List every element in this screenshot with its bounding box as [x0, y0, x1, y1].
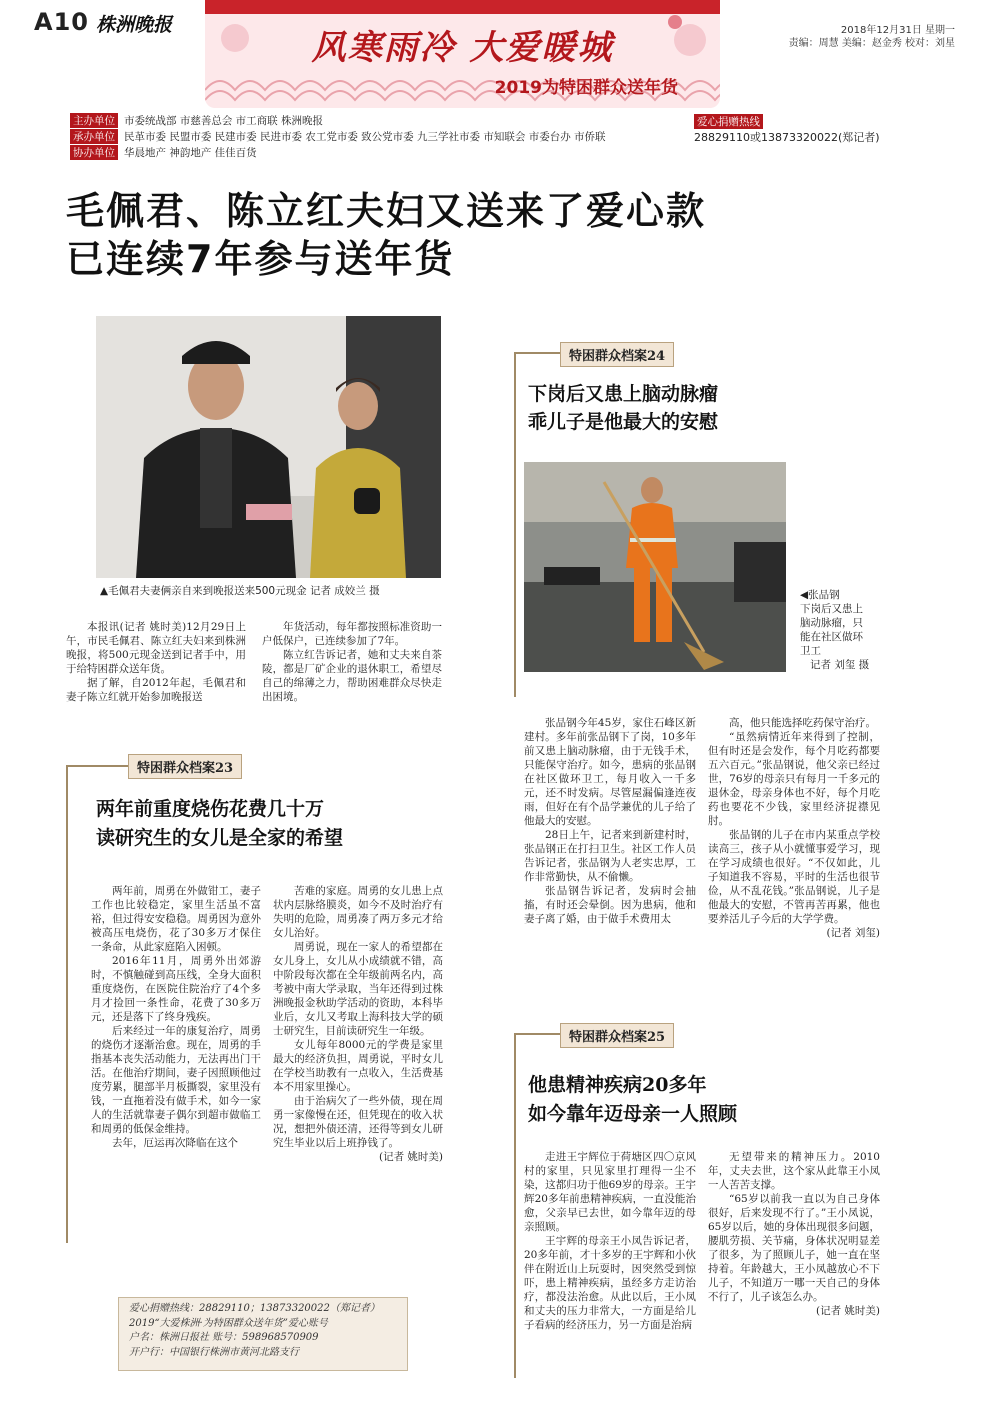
case23-title-line-2: 读研究生的女儿是全家的希望: [96, 827, 344, 849]
lead-article-col-2: [262, 620, 442, 704]
sponsor-row-organizer: [70, 129, 606, 144]
editor-credits: 责编：周慧 美编：赵金秀 校对：刘星: [788, 38, 955, 49]
case24-photo-image: [524, 462, 786, 672]
paragraph: 走进王宇辉位于荷塘区四〇京风村的家里，只见家里打理得一尘不染，这都归功于他69岁的母亲。王宇辉20多年前患精神疾病，一直没能治愈，父亲早已去世，如今靠年迈的母亲照顾。: [524, 1151, 696, 1233]
paragraph: 高，他只能选择吃药保守治疗。: [729, 717, 876, 729]
case25-title-line-2: 如今靠年迈母亲一人照顾: [528, 1103, 738, 1125]
sponsor-row-co-organizer: [70, 145, 257, 160]
paragraph: “虽然病情近年来得到了控制，但有时还是会发作，每个月吃药都要五六百元。”张品钢说，他父亲已经过世，76岁的母亲只有每月一千多元的退休金，母亲身体也不好，每个月吃药也要花不少钱，家里经济捉襟见肘。: [708, 731, 880, 827]
paragraph: 张品钢的儿子在市内某重点学校读高三，孩子从小就懂事爱学习，现在学习成绩也很好。“不仅如此，儿子知道我不容易，平时的生活也很节俭，从不乱花钱。”张品钢说，儿子是他最大的安慰，不管再苦再累，他也要养活儿子今后的大学学费。: [708, 829, 880, 925]
caption-line: ◀张品钢: [800, 589, 840, 601]
caption-line: 脑动脉瘤，只: [800, 617, 863, 629]
banner-title: 风寒雨冷 大爱暖城: [311, 28, 614, 68]
case24-tag: 特困群众档案24: [560, 342, 674, 367]
case25-frame-left: [514, 1033, 516, 1378]
sponsor-label: 协办单位: [70, 145, 118, 160]
headline-line-1: 毛佩君、陈立红夫妇又送来了爱心款: [66, 189, 707, 233]
paragraph: 女儿每年8000元的学费是家里最大的经济负担，周勇说，平时女儿在学校当助教有一点收入，生活费基本不用家里操心。: [273, 1039, 443, 1093]
caption-line: 能在社区做环: [800, 631, 863, 643]
case25-col-2: [708, 1150, 880, 1318]
donation-line: 开户行：中国银行株洲市黄河北路支行: [129, 1346, 299, 1358]
case24-col-1: [524, 716, 696, 926]
banner-subtitle: 2019为特困群众送年货: [494, 78, 678, 98]
paragraph: 张品钢告诉记者，发病时会抽搐，有时还会晕倒。因为患病，他和妻子离了婚，由于做手术费用太: [524, 885, 696, 925]
sponsor-text: 民革市委 民盟市委 民建市委 民进市委 农工党市委 致公党市委 九三学社市委 市知联会 市委台办 市侨联: [124, 131, 606, 143]
case23-tag: 特困群众档案23: [128, 754, 242, 779]
caption-line: 下岗后又患上: [800, 603, 863, 615]
paragraph: 由于治病欠了一些外债，现在周勇一家像慢在还，但凭现在的收入状况，想把外债还清，还得等到女儿研究生毕业以后上班挣钱了。: [273, 1095, 443, 1149]
paragraph: 两年前，周勇在外做钳工，妻子工作也比较稳定，家里生活虽不富裕，但过得安安稳稳。周勇因为意外被高压电烧伤，花了30多万才保住一条命，从此家庭陷入困顿。: [91, 885, 261, 953]
case25-col-1: [524, 1150, 696, 1332]
sponsor-text: 华晨地产 神韵地产 佳佳百货: [124, 147, 257, 159]
paragraph: 苦难的家庭。周勇的女儿患上点状内层脉络膜炎，如今不及时治疗有失明的危险，周勇凑了两万多元才给女儿治好。: [273, 885, 443, 939]
case24-frame-left: [514, 352, 516, 697]
sponsor-label: 承办单位: [70, 129, 118, 144]
paragraph: “65岁以前我一直以为自己身体很好，后来发现不行了。”王小凤说，65岁以后，她的身体出现很多问题，腰肌劳损、关节痛，身体状况明显差了很多，为了照顾儿子，她一直在坚持着。年龄越大，王小凤越放心不下儿子，不知道万一哪一天自己的身体不行了，儿子该怎么办。: [708, 1193, 880, 1303]
sponsor-text: 市委统战部 市慈善总会 市工商联 株洲晚报: [124, 115, 324, 127]
issue-date: 2018年12月31日 星期一: [840, 25, 955, 36]
lead-article-col-1: [66, 620, 246, 704]
paragraph: 陈立红告诉记者，她和丈夫来自茶陵，都是厂矿企业的退休职工，希望尽自己的绵薄之力，帮助困难群众尽快走出困境。: [262, 649, 442, 703]
sponsor-label: 主办单位: [70, 113, 118, 128]
case23-byline: (记者 姚时美): [378, 1151, 443, 1163]
case23-col-2: [273, 884, 443, 1164]
headline-line-2: 已连续7年参与送年货: [66, 237, 455, 281]
case24-title-line-2: 乖儿子是他最大的安慰: [528, 411, 719, 433]
hotline-numbers: 28829110或13873320022(郑记者): [694, 131, 880, 144]
case24-title-line-1: 下岗后又患上脑动脉瘤: [528, 383, 719, 405]
lead-photo-image: [96, 316, 441, 578]
caption-line: 记者 刘玺 摄: [810, 659, 870, 671]
donation-line: 户名：株洲日报社 账号：598968570909: [129, 1332, 319, 1343]
case24-col-2: [708, 716, 880, 940]
donation-info-box: [118, 1297, 408, 1371]
donation-line: 爱心捐赠热线：28829110；13873320022（郑记者）: [129, 1303, 380, 1314]
paragraph: 王宇辉的母亲王小凤告诉记者，20多年前，才十多岁的王宇辉和小伙伴在附近山上玩耍时，因突然受到惊吓，患上精神疾病，虽经多方走访治疗，都没法治愈。从此以后，王小凤和丈夫的压力非常大，一方面是给儿子看病的经济压力，另一方面是治病: [524, 1235, 696, 1331]
case25-title-line-1: 他患精神疾病20多年: [528, 1074, 707, 1096]
case24-frame-top: [514, 352, 564, 354]
case24-byline: (记者 刘玺): [826, 927, 880, 939]
hotline-label: 爱心捐赠热线: [694, 114, 769, 129]
case23-frame-top: [66, 765, 128, 767]
banner: [205, 0, 720, 108]
page-number: A10: [34, 8, 89, 36]
case25-frame-top: [514, 1033, 564, 1035]
lead-photo: [96, 316, 441, 578]
caption-line: 卫工: [800, 645, 821, 657]
paragraph: 2016年11月，周勇外出郊游时，不慎触碰到高压线，全身大面积重度烧伤，在医院住院治疗了4个多月才捡回一条性命，花费了30多万元，还是落下了终身残疾。: [91, 955, 261, 1023]
paragraph: 去年，厄运再次降临在这个: [112, 1137, 238, 1149]
case25-byline: (记者 姚时美): [815, 1305, 880, 1317]
case25-tag: 特困群众档案25: [560, 1023, 674, 1048]
issue-meta: [789, 24, 955, 50]
paragraph: 本报讯(记者 姚时美)12月29日上午，市民毛佩君、陈立红夫妇来到株洲晚报，将500元现金送到记者手中，用于给特困群众送年货。: [66, 621, 246, 675]
sponsor-row-host: [70, 113, 323, 128]
case23-col-1: [91, 884, 261, 1150]
donation-line: 2019“大爱株洲·为特困群众送年货”爱心账号: [129, 1317, 328, 1329]
paragraph: 无望带来的精神压力。2010年，丈夫去世，这个家从此靠王小凤一人苦苦支撑。: [708, 1151, 880, 1191]
paragraph: 年货活动，每年都按照标准资助一户低保户，已连续参加了7年。: [262, 621, 442, 647]
case24-photo: [524, 462, 786, 672]
case23-frame-left: [66, 765, 68, 1243]
paragraph: 张品钢今年45岁，家住石峰区新建村。多年前张品钢下了岗，10多年前又患上脑动脉瘤，由于无钱手术，只能保守治疗。如今，患病的张品钢在社区做环卫工，每月收入一千多元，还不时发病。尽管屋漏偏逢连夜雨，但好在有个品学兼优的儿子给了他最大的安慰。: [524, 717, 696, 827]
lead-photo-caption: ▲毛佩君夫妻俩亲自来到晚报送来500元现金 记者 成姣兰 摄: [100, 585, 380, 597]
paragraph: 周勇说，现在一家人的希望都在女儿身上，女儿从小成绩就不错，高中阶段每次都在全年级前两名内，高考被中南大学录取，当年还得到过株洲晚报金秋助学活动的资助，本科毕业后，女儿又考取上海科技大学的硕士研究生，目前读研究生一年级。: [273, 941, 443, 1037]
paragraph: 后来经过一年的康复治疗，周勇的烧伤才逐渐治愈。现在，周勇的手指基本丧失活动能力，无法再出门干活。在他治疗期间，妻子因照顾他过度劳累，腿部半月板撕裂，家里没有钱，一直拖着没有做手术，如今一家人的生活就靠妻子偶尔到超市做临工和周勇的低保金维持。: [91, 1025, 261, 1135]
paper-logo: 株洲晚报: [96, 14, 173, 36]
paragraph: 据了解，自2012年起，毛佩君和妻子陈立红就开始参加晚报送: [66, 677, 246, 703]
paragraph: 28日上午，记者来到新建村时，张品钢正在打扫卫生。社区工作人员告诉记者，张品钢为人老实忠厚，工作非常勤快，从不偷懒。: [524, 829, 696, 883]
case23-title-line-1: 两年前重度烧伤花费几十万: [96, 798, 325, 820]
case24-photo-caption: [800, 588, 885, 672]
